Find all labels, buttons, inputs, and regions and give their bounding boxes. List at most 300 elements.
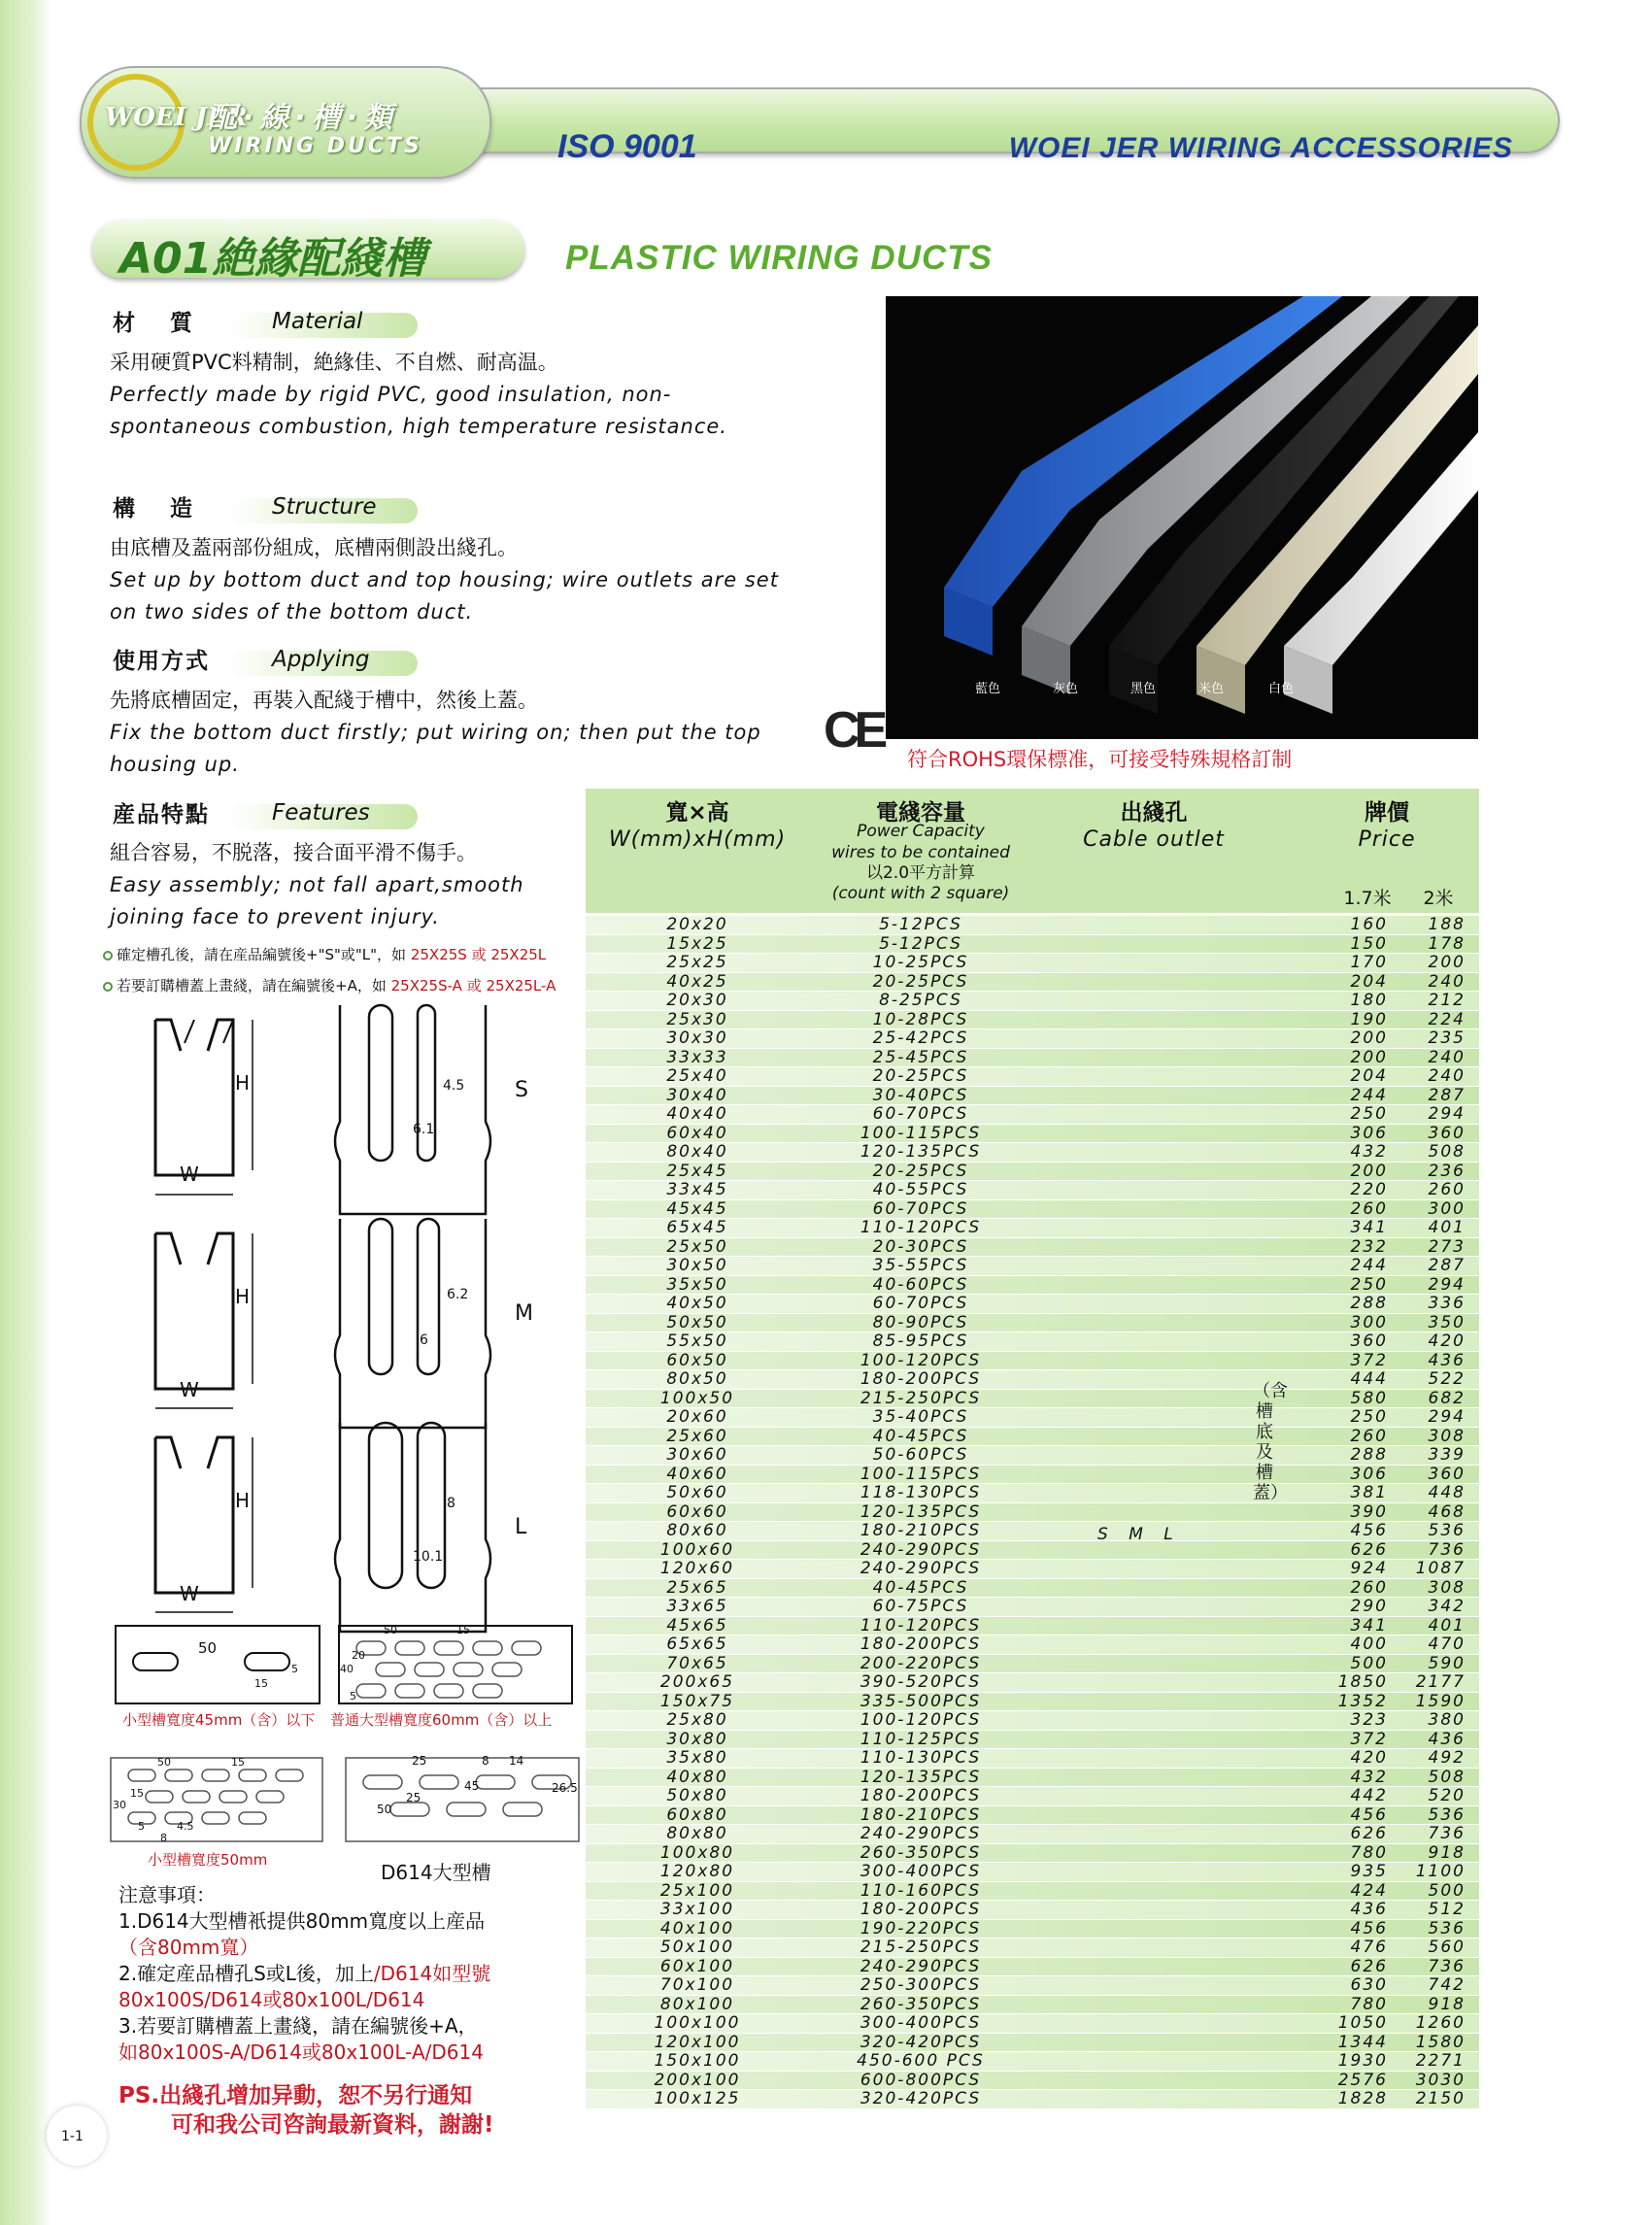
attention-item-2-text: 2.確定産品槽孔S或L後，加上 xyxy=(118,1962,374,1985)
table-row xyxy=(586,1844,1479,1864)
cell-capacity: 180-200PCS xyxy=(860,1369,982,1389)
features-text-cn: 組合容易，不脱落，接合面平滑不傷手。 xyxy=(110,841,477,864)
cell-size: 33x100 xyxy=(659,1900,735,1919)
cell-price-2m: 401 xyxy=(1428,1218,1466,1237)
product-title-en: PLASTIC WIRING DUCTS xyxy=(565,239,993,277)
cell-size: 40x40 xyxy=(666,1104,728,1124)
dim-l-a: 8 xyxy=(447,1496,455,1511)
cell-price-2m: 1260 xyxy=(1415,2013,1466,2033)
section-applying-en: Applying xyxy=(272,647,370,672)
table-row xyxy=(586,1731,1479,1750)
cell-size: 35x80 xyxy=(666,1748,728,1768)
cell-price-1-7m: 456 xyxy=(1350,1804,1388,1825)
cell-capacity: 40-45PCS xyxy=(872,1426,969,1446)
table-row xyxy=(586,1049,1479,1068)
cell-price-2m: 294 xyxy=(1428,1407,1466,1427)
cell-price-1-7m: 204 xyxy=(1350,971,1388,992)
dim-normal-a: 50 xyxy=(384,1624,397,1636)
ce-mark-icon: CE xyxy=(824,702,883,759)
cell-price-1-7m: 432 xyxy=(1350,1767,1388,1787)
header-length-1: 1.7米 xyxy=(1343,888,1392,909)
cell-capacity: 100-120PCS xyxy=(860,1350,982,1370)
cell-capacity: 85-95PCS xyxy=(872,1332,969,1351)
section-material-text xyxy=(110,347,809,443)
table-row xyxy=(586,1958,1479,1977)
table-row xyxy=(586,1257,1479,1276)
cell-size: 25x40 xyxy=(666,1066,728,1086)
caption-small-45: 小型槽寬度45mm（含）以下 xyxy=(122,1711,316,1729)
cell-price-2m: 736 xyxy=(1428,1539,1466,1560)
cell-price-2m: 1580 xyxy=(1415,2032,1466,2052)
cell-price-2m: 420 xyxy=(1428,1332,1466,1351)
cell-size: 150x100 xyxy=(654,2051,741,2071)
header-capacity-cn2: 以2.0平方計算 xyxy=(865,863,976,883)
cell-size: 60x100 xyxy=(659,1956,735,1976)
cell-price-2m: 508 xyxy=(1428,1767,1466,1787)
cell-size: 30x60 xyxy=(666,1445,728,1465)
cell-size: 25x50 xyxy=(666,1236,728,1257)
dim-d614-d: 25 xyxy=(406,1791,421,1804)
cell-price-2m: 520 xyxy=(1428,1786,1466,1805)
table-row xyxy=(586,1219,1479,1238)
cell-price-2m: 536 xyxy=(1428,1918,1466,1938)
cell-price-2m: 682 xyxy=(1428,1388,1466,1408)
header-capacity-en3: (count with 2 square) xyxy=(831,884,1010,903)
dim-h-m: H xyxy=(235,1285,251,1308)
cell-price-1-7m: 935 xyxy=(1350,1862,1388,1881)
section-applying-heading xyxy=(107,647,418,676)
product-title-cn: A01絶緣配綫槽 xyxy=(119,234,426,284)
cell-size: 25x80 xyxy=(666,1710,728,1730)
slot-strip-d614 xyxy=(346,1758,579,1841)
bullet-icon xyxy=(103,982,113,992)
cell-price-1-7m: 1828 xyxy=(1337,2089,1388,2108)
cell-size: 80x40 xyxy=(666,1142,728,1162)
cell-price-1-7m: 170 xyxy=(1350,953,1388,972)
brand-logo xyxy=(80,66,491,179)
cell-price-2m: 339 xyxy=(1428,1445,1466,1465)
cell-price-2m: 468 xyxy=(1428,1501,1466,1522)
cell-size: 40x80 xyxy=(666,1767,728,1787)
dim-small50-a: 50 xyxy=(157,1756,171,1769)
table-row xyxy=(586,1806,1479,1826)
section-features-en: Features xyxy=(272,800,370,826)
cell-price-1-7m: 250 xyxy=(1350,1407,1388,1427)
section-features-cn: 産品特點 xyxy=(113,802,210,827)
logo-mark: WOEI JER xyxy=(105,103,248,132)
table-row xyxy=(586,1276,1479,1296)
cell-price-1-7m: 220 xyxy=(1350,1180,1388,1199)
table-row xyxy=(586,1125,1479,1144)
color-label-white: 白色 xyxy=(1268,682,1295,696)
table-row xyxy=(586,1617,1479,1636)
cell-price-2m: 522 xyxy=(1428,1369,1466,1389)
header-outlet-en: Cable outlet xyxy=(1083,827,1225,852)
cell-capacity: 180-200PCS xyxy=(860,1635,982,1654)
dim-small50-b: 15 xyxy=(231,1756,245,1769)
cell-price-1-7m: 180 xyxy=(1350,991,1388,1010)
caption-d614: D614大型槽 xyxy=(381,1861,491,1884)
cell-capacity: 118-130PCS xyxy=(860,1483,982,1502)
cell-capacity: 180-210PCS xyxy=(860,1521,982,1540)
cell-capacity: 110-125PCS xyxy=(860,1729,982,1749)
applying-text-cn: 先將底槽固定，再裝入配綫于槽中，然後上蓋。 xyxy=(110,689,538,712)
cell-capacity: 215-250PCS xyxy=(860,1388,982,1408)
header-size-en: W(mm)xH(mm) xyxy=(608,827,787,852)
cell-price-1-7m: 456 xyxy=(1350,1918,1388,1938)
table-row xyxy=(586,1522,1479,1541)
cell-price-1-7m: 232 xyxy=(1350,1236,1388,1257)
cell-price-2m: 742 xyxy=(1428,1975,1466,1995)
cell-size: 150x75 xyxy=(659,1691,735,1711)
table-row xyxy=(586,2034,1479,2053)
price-table-header xyxy=(586,789,1479,913)
section-material-en: Material xyxy=(272,309,363,334)
cell-size: 35x50 xyxy=(666,1274,728,1295)
table-row xyxy=(586,1503,1479,1523)
cell-price-1-7m: 290 xyxy=(1350,1597,1388,1616)
color-label-black: 黑色 xyxy=(1130,682,1157,696)
cell-price-2m: 436 xyxy=(1428,1729,1466,1749)
dim-normal-e: 5 xyxy=(350,1690,356,1702)
cell-size: 33x65 xyxy=(666,1597,728,1616)
cell-capacity: 20-30PCS xyxy=(872,1236,969,1257)
structure-text-cn: 由底槽及蓋兩部份組成，底槽兩側設出綫孔。 xyxy=(110,536,518,559)
dim-small-a: 50 xyxy=(198,1639,218,1657)
cell-capacity: 80-90PCS xyxy=(872,1312,969,1332)
table-row xyxy=(586,1314,1479,1333)
cell-price-2m: 2177 xyxy=(1415,1672,1466,1692)
cell-price-1-7m: 436 xyxy=(1350,1900,1388,1919)
product-title-badge xyxy=(92,219,524,284)
cell-capacity: 335-500PCS xyxy=(860,1691,982,1711)
cell-size: 50x80 xyxy=(666,1786,728,1805)
cell-capacity: 300-400PCS xyxy=(860,1862,982,1881)
cell-size: 25x100 xyxy=(659,1880,735,1901)
ps-note xyxy=(118,2081,494,2140)
cell-capacity: 240-290PCS xyxy=(860,1824,982,1843)
cell-price-2m: 235 xyxy=(1428,1028,1466,1048)
cell-size: 70x100 xyxy=(659,1975,735,1995)
cell-size: 200x100 xyxy=(654,2070,741,2090)
duct-profile-l xyxy=(155,1437,233,1593)
ps-line-2: 可和我公司咨詢最新資料，謝謝! xyxy=(171,2112,494,2138)
dim-small-b: 15 xyxy=(254,1677,268,1690)
cell-capacity: 10-25PCS xyxy=(872,953,969,972)
cell-size: 30x50 xyxy=(666,1256,728,1275)
dim-h-s: H xyxy=(235,1071,251,1095)
dim-d614-c: 14 xyxy=(509,1754,524,1768)
cell-price-2m: 188 xyxy=(1428,915,1466,934)
cell-price-1-7m: 250 xyxy=(1350,1104,1388,1124)
cell-price-1-7m: 381 xyxy=(1350,1483,1388,1502)
cell-size: 20x20 xyxy=(666,915,728,934)
table-row xyxy=(586,1579,1479,1599)
iso-label: ISO 9001 xyxy=(557,128,697,165)
table-row xyxy=(586,1087,1479,1106)
cell-price-1-7m: 1050 xyxy=(1337,2013,1388,2033)
cable-outlet-note: （含槽底及槽蓋） xyxy=(1253,1381,1288,1503)
table-row xyxy=(586,1200,1479,1220)
cell-size: 33x45 xyxy=(666,1180,728,1199)
cell-capacity: 110-120PCS xyxy=(860,1218,982,1237)
cell-size: 30x80 xyxy=(666,1729,728,1749)
table-row xyxy=(586,1352,1479,1371)
cell-size: 60x80 xyxy=(666,1804,728,1825)
section-structure-en: Structure xyxy=(272,494,377,520)
header-outlet-cn: 出綫孔 xyxy=(1120,800,1188,826)
cell-capacity: 40-45PCS xyxy=(872,1577,969,1598)
slot-type-s: S xyxy=(515,1078,528,1102)
cell-price-2m: 294 xyxy=(1428,1104,1466,1124)
cell-price-1-7m: 1344 xyxy=(1337,2032,1388,2052)
cell-size: 70x65 xyxy=(666,1653,728,1673)
table-row xyxy=(586,1693,1479,1712)
table-row xyxy=(586,1769,1479,1788)
header-capacity-cn: 電綫容量 xyxy=(876,800,965,826)
cell-price-2m: 240 xyxy=(1428,971,1466,992)
cell-size: 45x65 xyxy=(666,1615,728,1635)
duct-profile-s xyxy=(155,1020,233,1175)
cell-size: 120x60 xyxy=(659,1559,735,1578)
table-row xyxy=(586,1143,1479,1163)
cell-size: 40x60 xyxy=(666,1464,728,1484)
cell-capacity: 450-600 PCS xyxy=(857,2051,985,2071)
cell-price-1-7m: 630 xyxy=(1350,1975,1388,1995)
cell-capacity: 180-210PCS xyxy=(860,1804,982,1825)
rohs-note: 符合ROHS環保標准，可接受特殊規格訂制 xyxy=(907,748,1293,771)
cell-price-2m: 470 xyxy=(1428,1635,1466,1654)
cell-size: 40x25 xyxy=(666,971,728,992)
slot-profile-l xyxy=(335,1423,490,1632)
table-row xyxy=(586,1408,1479,1428)
dim-w-s: W xyxy=(180,1163,199,1186)
table-row xyxy=(586,916,1479,935)
cell-size: 40x50 xyxy=(666,1294,728,1313)
table-row xyxy=(586,973,1479,993)
dim-m-a: 6.2 xyxy=(447,1287,469,1302)
cell-size: 50x60 xyxy=(666,1483,728,1502)
cell-price-1-7m: 204 xyxy=(1350,1066,1388,1086)
table-row xyxy=(586,1332,1479,1352)
cell-capacity: 250-300PCS xyxy=(860,1975,982,1995)
table-row xyxy=(586,2090,1479,2109)
slot-strip-diagrams-large xyxy=(109,1756,585,1853)
attention-item-1 xyxy=(118,1908,575,1961)
cell-capacity: 110-130PCS xyxy=(860,1748,982,1768)
cell-capacity: 200-220PCS xyxy=(860,1653,982,1673)
cell-capacity: 120-135PCS xyxy=(860,1501,982,1522)
cell-price-1-7m: 341 xyxy=(1350,1615,1388,1635)
dim-s-b: 6.1 xyxy=(413,1122,435,1137)
cell-capacity: 50-60PCS xyxy=(872,1445,969,1465)
logo-chinese: 配·線·槽·類 xyxy=(208,101,399,135)
cell-capacity: 40-55PCS xyxy=(872,1180,969,1199)
table-row xyxy=(586,2072,1479,2091)
cell-price-1-7m: 190 xyxy=(1350,1009,1388,1029)
cell-price-2m: 360 xyxy=(1428,1464,1466,1484)
cell-price-2m: 436 xyxy=(1428,1350,1466,1370)
cell-size: 50x100 xyxy=(659,1938,735,1957)
cell-capacity: 300-400PCS xyxy=(860,2013,982,2033)
cell-capacity: 190-220PCS xyxy=(860,1918,982,1938)
ps-line-1: PS.出綫孔增加异動，恕不另行通知 xyxy=(118,2083,473,2108)
cable-outlet-value: S M L xyxy=(1097,1525,1181,1544)
cell-price-2m: 448 xyxy=(1428,1483,1466,1502)
section-structure-text xyxy=(110,532,809,628)
table-row xyxy=(586,1466,1479,1485)
table-row xyxy=(586,1711,1479,1731)
cell-size: 80x100 xyxy=(659,1994,735,2014)
cell-size: 80x80 xyxy=(666,1824,728,1843)
cell-size: 65x45 xyxy=(666,1218,728,1237)
dim-m-b: 6 xyxy=(420,1332,428,1348)
cell-capacity: 260-350PCS xyxy=(860,1842,982,1863)
cell-capacity: 30-40PCS xyxy=(872,1085,969,1105)
dim-small50-e: 4.5 xyxy=(177,1820,194,1833)
cell-price-2m: 287 xyxy=(1428,1085,1466,1105)
color-label-beige: 米色 xyxy=(1198,682,1225,696)
table-row xyxy=(586,1825,1479,1844)
cell-price-1-7m: 424 xyxy=(1350,1880,1388,1901)
cell-price-1-7m: 444 xyxy=(1350,1369,1388,1389)
table-row xyxy=(586,935,1479,955)
left-decorative-bar xyxy=(0,0,51,2225)
cell-price-1-7m: 260 xyxy=(1350,1198,1388,1219)
cell-price-2m: 178 xyxy=(1428,933,1466,954)
cell-price-1-7m: 500 xyxy=(1350,1653,1388,1673)
table-row xyxy=(586,1920,1479,1939)
table-row xyxy=(586,1749,1479,1769)
cell-price-1-7m: 626 xyxy=(1350,1956,1388,1976)
cell-capacity: 390-520PCS xyxy=(860,1672,982,1692)
cell-capacity: 35-40PCS xyxy=(872,1407,969,1427)
cell-capacity: 260-350PCS xyxy=(860,1994,982,2014)
table-row xyxy=(586,1295,1479,1314)
cell-size: 20x60 xyxy=(666,1407,728,1427)
table-row xyxy=(586,1863,1479,1882)
cell-price-2m: 736 xyxy=(1428,1824,1466,1843)
cell-price-2m: 492 xyxy=(1428,1748,1466,1768)
cell-price-1-7m: 360 xyxy=(1350,1332,1388,1351)
cell-price-2m: 336 xyxy=(1428,1294,1466,1313)
cell-price-2m: 360 xyxy=(1428,1123,1466,1143)
table-row xyxy=(586,2014,1479,2034)
dim-d614-g: 26.5 xyxy=(552,1781,578,1795)
cell-price-2m: 260 xyxy=(1428,1180,1466,1199)
table-row xyxy=(586,1105,1479,1125)
cell-capacity: 60-70PCS xyxy=(872,1294,969,1313)
table-row xyxy=(586,1996,1479,2015)
cell-size: 100x50 xyxy=(659,1388,735,1408)
cell-price-2m: 273 xyxy=(1428,1236,1466,1257)
slot-type-l: L xyxy=(515,1515,527,1539)
cell-price-2m: 200 xyxy=(1428,953,1466,972)
cell-price-1-7m: 400 xyxy=(1350,1635,1388,1654)
company-name: WOEI JER WIRING ACCESSORIES xyxy=(1008,132,1513,164)
order-note-1 xyxy=(103,944,546,964)
attention-item-3-text: 3.若要訂購槽蓋上畫綫，請在編號後+A， xyxy=(118,2014,478,2038)
cell-price-1-7m: 323 xyxy=(1350,1710,1388,1730)
cell-size: 120x100 xyxy=(654,2032,741,2052)
cell-price-2m: 512 xyxy=(1428,1900,1466,1919)
table-row xyxy=(586,1938,1479,1958)
cell-price-1-7m: 244 xyxy=(1350,1256,1388,1275)
cell-price-2m: 240 xyxy=(1428,1047,1466,1067)
dim-d614-f: 50 xyxy=(377,1803,392,1816)
cell-price-1-7m: 420 xyxy=(1350,1748,1388,1768)
applying-text-en: Fix the bottom duct firstly; put wiring on; then put the top housing up. xyxy=(110,721,761,776)
table-row xyxy=(586,1029,1479,1049)
cell-price-1-7m: 1850 xyxy=(1337,1672,1388,1692)
cell-price-2m: 918 xyxy=(1428,1994,1466,2014)
cell-price-2m: 500 xyxy=(1428,1880,1466,1901)
cell-price-1-7m: 1930 xyxy=(1337,2051,1388,2071)
cell-size: 15x25 xyxy=(666,933,728,954)
cell-price-2m: 590 xyxy=(1428,1653,1466,1673)
cell-capacity: 120-135PCS xyxy=(860,1767,982,1787)
section-material-heading xyxy=(107,309,418,338)
cell-size: 40x100 xyxy=(659,1918,735,1938)
cell-price-2m: 1590 xyxy=(1415,1691,1466,1711)
cell-price-2m: 536 xyxy=(1428,1521,1466,1540)
cell-price-2m: 2150 xyxy=(1415,2089,1466,2108)
table-row xyxy=(586,1446,1479,1466)
table-row xyxy=(586,1635,1479,1655)
header-capacity-en1: Power Capacity xyxy=(857,822,985,841)
cell-price-1-7m: 580 xyxy=(1350,1388,1388,1408)
product-photo xyxy=(886,296,1478,739)
cell-capacity: 110-160PCS xyxy=(860,1880,982,1901)
dim-w-l: W xyxy=(180,1582,199,1605)
cell-size: 100x60 xyxy=(659,1539,735,1560)
cell-capacity: 240-290PCS xyxy=(860,1956,982,1976)
cell-size: 20x30 xyxy=(666,991,728,1010)
section-features-text xyxy=(110,837,595,933)
section-structure-cn: 構 造 xyxy=(113,496,207,522)
order-note-2 xyxy=(103,975,556,995)
cell-capacity: 40-60PCS xyxy=(872,1274,969,1295)
header-length-2: 2米 xyxy=(1423,888,1454,909)
cell-size: 60x50 xyxy=(666,1350,728,1370)
cell-price-1-7m: 372 xyxy=(1350,1729,1388,1749)
table-row xyxy=(586,1163,1479,1182)
cell-price-2m: 212 xyxy=(1428,991,1466,1010)
cell-capacity: 20-25PCS xyxy=(872,1066,969,1086)
attention-item-1-red: （含80mm寬） xyxy=(118,1936,259,1959)
order-note-2-example: 25X25S-A 或 25X25L-A xyxy=(390,977,556,995)
table-row xyxy=(586,2052,1479,2072)
dim-d614-a: 25 xyxy=(412,1754,427,1768)
dim-l-b: 10.1 xyxy=(413,1549,444,1565)
cell-price-1-7m: 306 xyxy=(1350,1123,1388,1143)
cell-capacity: 100-115PCS xyxy=(860,1123,982,1143)
order-note-1-example: 25X25S 或 25X25L xyxy=(410,946,547,963)
attention-title: 注意事項： xyxy=(118,1883,216,1906)
cell-size: 25x65 xyxy=(666,1577,728,1598)
page-header xyxy=(80,66,1556,165)
cell-size: 100x125 xyxy=(654,2089,741,2108)
header-capacity-en2: wires to be contained xyxy=(831,843,1010,862)
cell-size: 60x40 xyxy=(666,1123,728,1143)
table-row xyxy=(586,1560,1479,1579)
cell-capacity: 60-70PCS xyxy=(872,1198,969,1219)
header-price-cn: 牌價 xyxy=(1365,800,1409,826)
dim-small50-d: 15 xyxy=(130,1787,144,1800)
cell-size: 33x33 xyxy=(666,1047,728,1067)
cell-capacity: 320-420PCS xyxy=(860,2032,982,2052)
table-row xyxy=(586,1181,1479,1200)
